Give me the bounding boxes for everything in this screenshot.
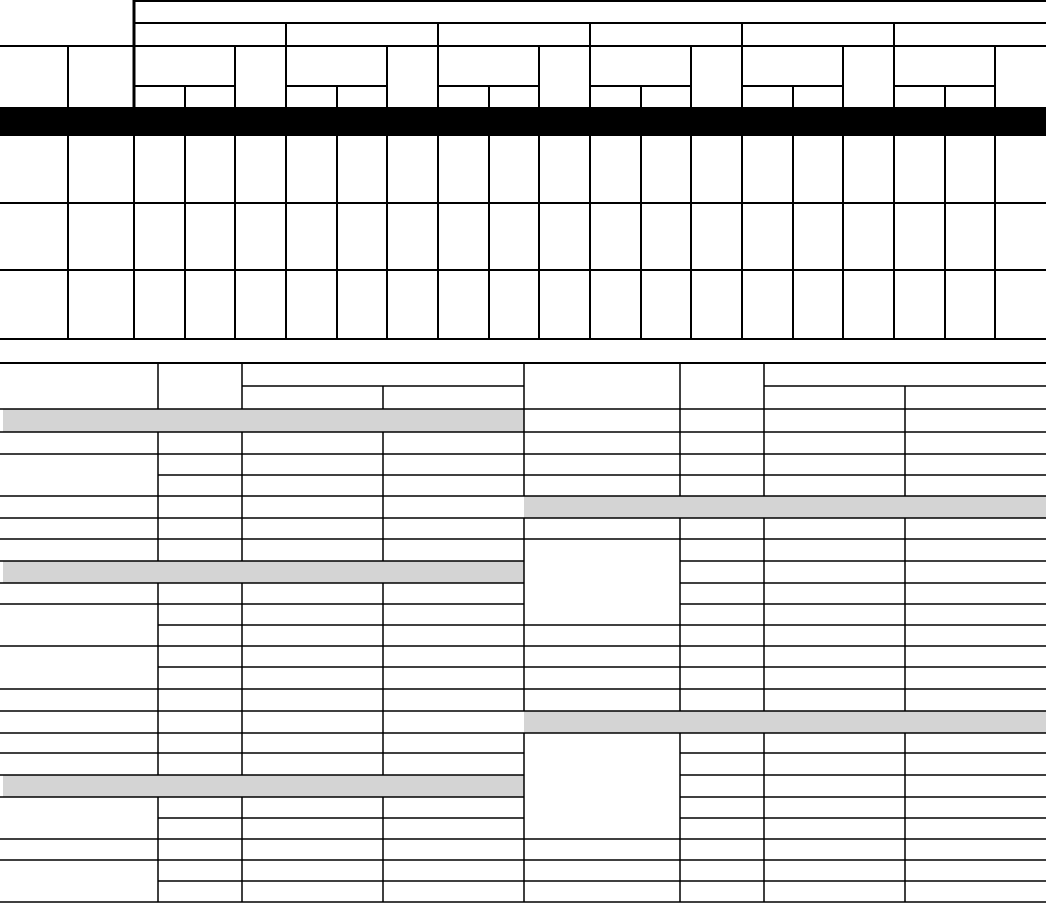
section-band-left xyxy=(3,561,524,583)
section-band-right xyxy=(524,496,1046,518)
section-band-right xyxy=(524,711,1046,733)
section-band-left xyxy=(3,409,524,432)
header-band xyxy=(0,107,1046,136)
section-band-left xyxy=(3,775,524,797)
fills-layer xyxy=(0,107,1046,797)
